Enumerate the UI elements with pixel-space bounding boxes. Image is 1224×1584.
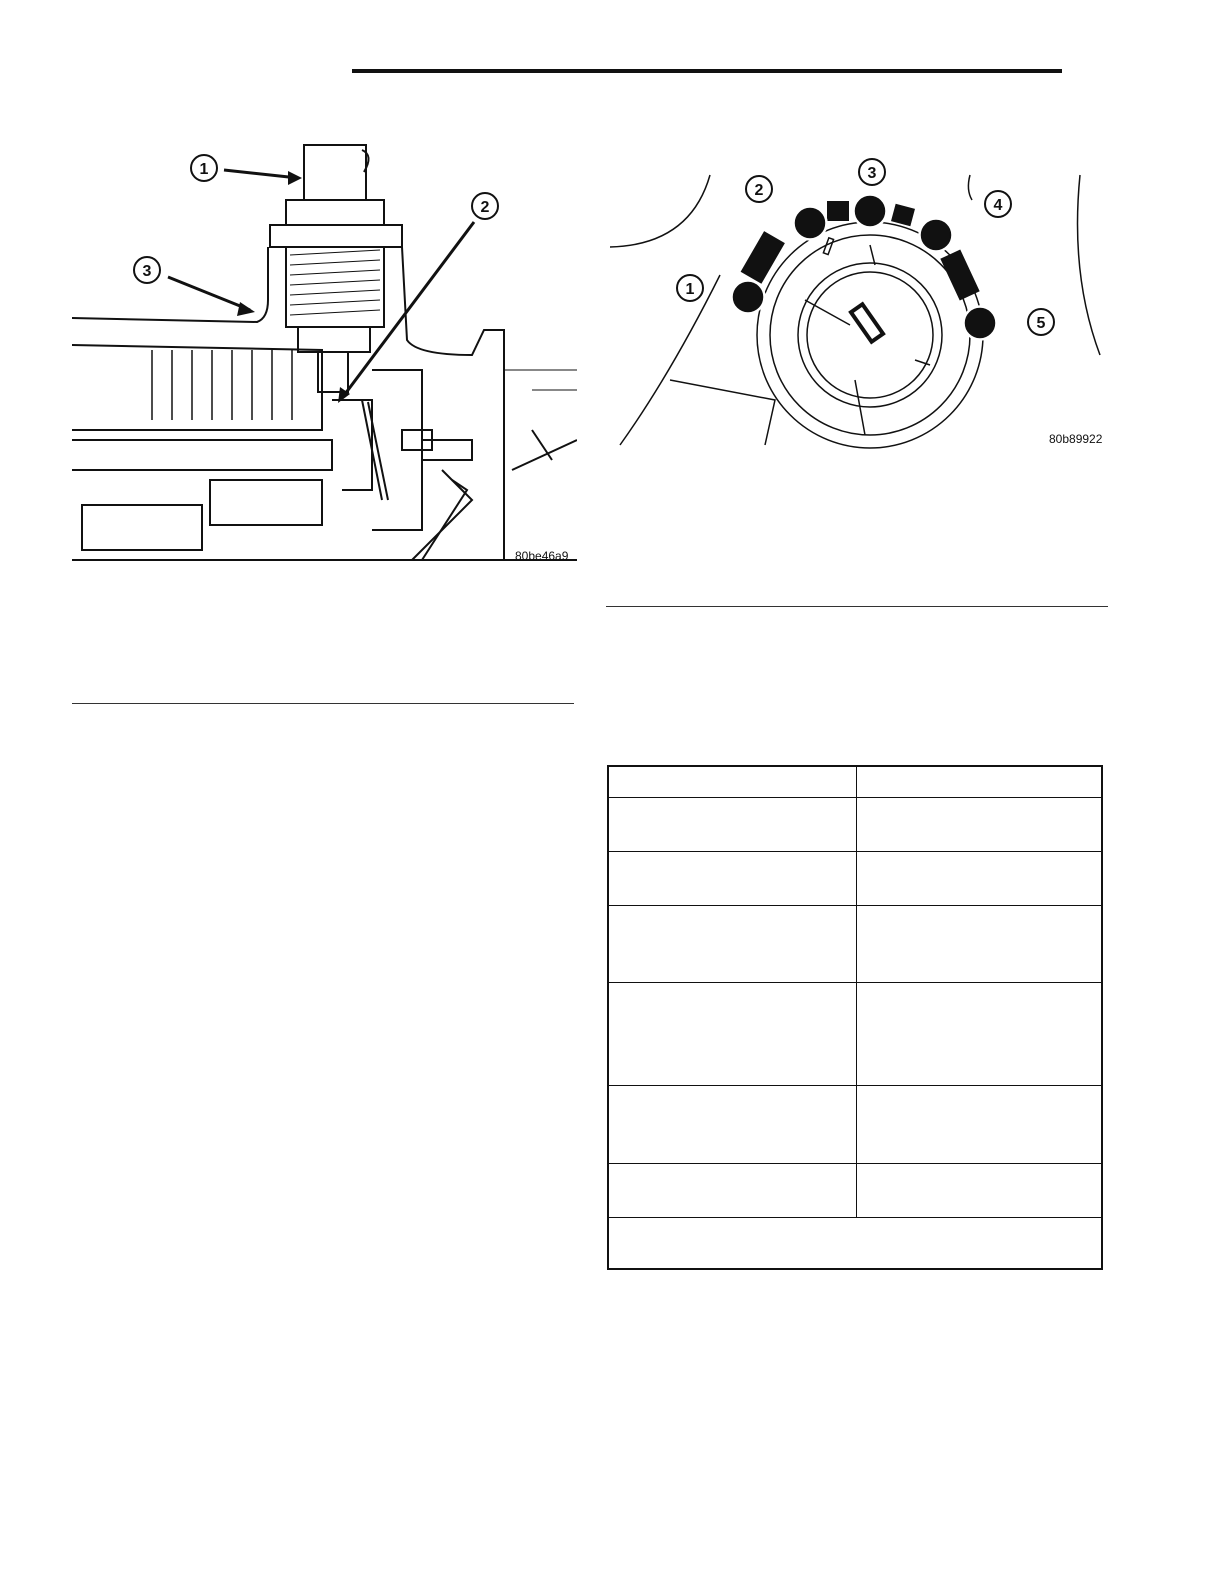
table-cell — [608, 1163, 857, 1217]
table-footer-row — [608, 1217, 1102, 1269]
figure-right-code: 80b89922 — [1049, 432, 1103, 446]
table-cell — [857, 982, 1103, 1085]
table-row — [608, 851, 1102, 905]
table-cell — [608, 1085, 857, 1163]
figure-left — [72, 140, 577, 565]
table-cell — [608, 905, 857, 982]
table-footer — [608, 1217, 1102, 1269]
table-cell — [857, 1085, 1103, 1163]
table-cell — [608, 851, 857, 905]
callout-label: 1 — [685, 281, 695, 298]
specification-table — [607, 765, 1103, 1270]
callout-label: 1 — [199, 161, 209, 178]
section-divider-right — [606, 606, 1108, 607]
table-row — [608, 766, 1102, 797]
table-row — [608, 797, 1102, 851]
table-row — [608, 1163, 1102, 1217]
table-cell — [857, 766, 1103, 797]
table-cell — [608, 766, 857, 797]
table-cell — [857, 905, 1103, 982]
table-row — [608, 982, 1102, 1085]
callout-label: 2 — [480, 199, 490, 216]
table-row — [608, 905, 1102, 982]
figure-left-drawing — [72, 140, 577, 565]
figure-right-drawing — [610, 155, 1110, 455]
figure-right — [610, 155, 1110, 455]
table-cell — [608, 797, 857, 851]
table-cell — [857, 797, 1103, 851]
table-cell — [608, 982, 857, 1085]
callout-label: 3 — [867, 165, 877, 182]
callout-label: 5 — [1036, 315, 1046, 332]
table-row — [608, 1085, 1102, 1163]
callout-label: 3 — [142, 263, 152, 280]
section-divider-left — [72, 703, 574, 704]
table-cell — [857, 1163, 1103, 1217]
callout-label: 2 — [754, 182, 764, 199]
callout-label: 4 — [993, 197, 1003, 214]
table-cell — [857, 851, 1103, 905]
figure-left-code: 80be46a9 — [515, 549, 569, 563]
header-rule — [352, 69, 1062, 73]
